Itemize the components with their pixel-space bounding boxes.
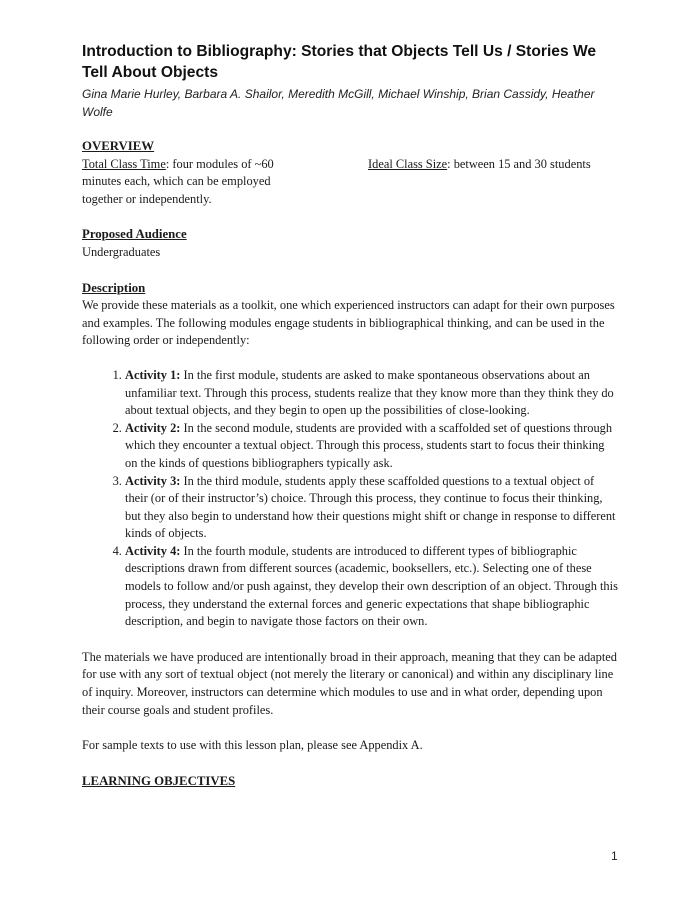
total-class-time [82,156,304,209]
class-size-label: Ideal Class Size [368,156,448,171]
activity-text: In the fourth module, students are introduced to different types of bibliographic descriptions drawn from different sources (academic, booksellers, etc.). Selecting one of these models to follow and/or push against, they develop their own description of an object. Through this process, they understand the external forces and generic expectations that shape bibliographic description, and begin to navigate those factors on their own. [125,543,618,629]
list-item [125,473,618,543]
class-size-value: : between 15 and 30 students [447,156,591,171]
activity-label: Activity 4: [125,543,181,558]
description-heading: Description [82,280,146,295]
document-title: Introduction to Bibliography: Stories that Objects Tell Us / Stories We Tell About Objects [82,43,597,81]
audience-heading: Proposed Audience [82,227,187,242]
overview-heading: OVERVIEW [82,139,155,153]
activity-label: Activity 1: [125,367,181,382]
activity-list [82,367,618,631]
page-number: 1 [611,849,618,863]
description-section [82,280,618,755]
list-item [125,367,618,420]
activity-text: In the first module, students are asked to make spontaneous observations about an unfamiliar text. Through this process, students realize that they know more than they think they do about textual objects, and they begin to open up the possibilities of close-looking. [125,367,614,418]
list-item [125,543,618,631]
ideal-class-size [368,156,618,209]
description-intro: We provide these materials as a toolkit, one which experienced instructors can adapt for their own purposes and examples. The following modules engage students in bibliographical thinking, and can be used in the following order or independently: [82,298,615,348]
author-list: Gina Marie Hurley, Barbara A. Shailor, Meredith McGill, Michael Winship, Brian Cassidy, Heather Wolfe [82,87,595,119]
total-time-label: Total Class Time [82,156,166,171]
activity-label: Activity 3: [125,473,181,488]
activity-label: Activity 2: [125,420,181,435]
document-page [82,41,618,790]
list-item [125,420,618,473]
learning-objectives-section [82,773,618,791]
overview-columns [82,156,618,209]
total-time-value: : four modules of ~60 minutes each, which can be employed together or independently. [82,156,274,206]
audience-value: Undergraduates [82,244,161,259]
appendix-note: For sample texts to use with this lesson plan, please see Appendix A. [82,738,423,753]
activity-text: In the third module, students apply these scaffolded questions to a textual object of their (or of their instructor’s) choice. Through this process, they continue to focus their thinking, but they also begin to understand how their questions might shift or change in response to different kinds of objects. [125,473,616,541]
description-closing: The materials we have produced are intentionally broad in their approach, meaning that they can be adapted for use with any sort of textual object (not merely the literary or canonical) and within any disciplinary line of inquiry. Moreover, instructors can determine which modules to use and in what order, depending upon their course goals and student profiles. [82,649,617,717]
activity-text: In the second module, students are provided with a scaffolded set of questions through which they encounter a textual object. Through this process, students start to focus their thinking on the kinds of questions bibliographers typically ask. [125,420,613,470]
learning-objectives-heading: LEARNING OBJECTIVES [82,773,236,788]
overview-section [82,138,618,208]
audience-section [82,226,618,261]
